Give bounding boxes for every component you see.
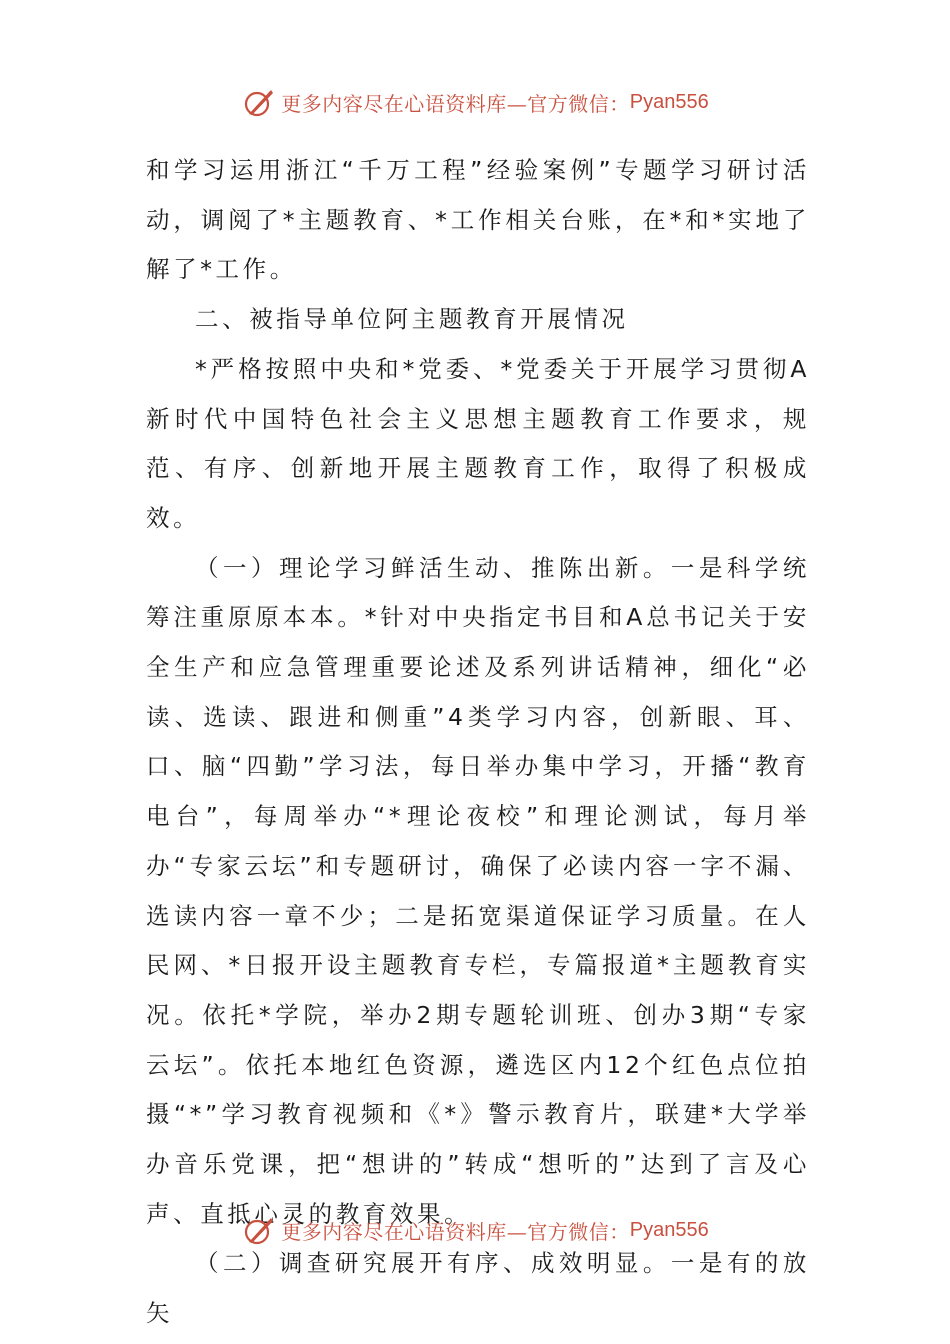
watermark-wechat-id: Pyan556 xyxy=(629,90,709,113)
watermark-text: 更多内容尽在心语资料库—官方微信： xyxy=(281,1219,630,1244)
watermark-header xyxy=(0,82,950,122)
paragraph-research: （二）调查研究展开有序、成效明显。一是有的放矢 xyxy=(146,1249,810,1328)
section-heading-2: 二、被指导单位阿主题教育开展情况 xyxy=(195,305,629,334)
paragraph-overview: *严格按照中央和*党委、*党委关于开展学习贯彻A新时代中国特色社会主义思想主题教育工作要求，规范、有序、创新地开展主题教育工作，取得了积极成效。 xyxy=(146,354,810,532)
paragraph-continued: 和学习运用浙江“千万工程”经验案例”专题学习研讨活动，调阅了*主题教育、*工作相关台账，在*和*实地了解了*工作。 xyxy=(146,156,810,284)
document-body xyxy=(146,146,810,1339)
watermark-text: 更多内容尽在心语资料库—官方微信： xyxy=(281,91,630,116)
paragraph-theory-study: （一）理论学习鲜活生动、推陈出新。一是科学统筹注重原原本本。*针对中央指定书目和A总书记关于安全生产和应急管理重要论述及系列讲话精神，细化“必读、选读、跟进和侧重”4类学习内容，创新眼、耳、口、脑“四勤”学习法，每日举办集中学习，开播“教育电台”，每周举办“*理论夜校”和理论测试，每月举办“专家云坛”和专题研讨，确保了必读内容一字不漏、选读内容一章不少；二是拓宽渠道保证学习质量。在人民网、*日报开设主题教育专栏，专篇报道*主题教育实况。依托*学院，举办2期专题轮训班、创办3期“专家云坛”。依托本地红色资源，遴选区内12个红色点位拍摄“*”学习教育视频和《*》警示教育片，联建*大学举办音乐党课，把“想讲的”转成“想听的”达到了言及心声、直抵心灵的教育效果。 xyxy=(146,553,810,1228)
watermark-footer xyxy=(0,1210,950,1250)
quill-logo-icon xyxy=(241,84,277,120)
quill-logo-icon xyxy=(241,1212,277,1248)
watermark-wechat-id: Pyan556 xyxy=(629,1218,709,1241)
